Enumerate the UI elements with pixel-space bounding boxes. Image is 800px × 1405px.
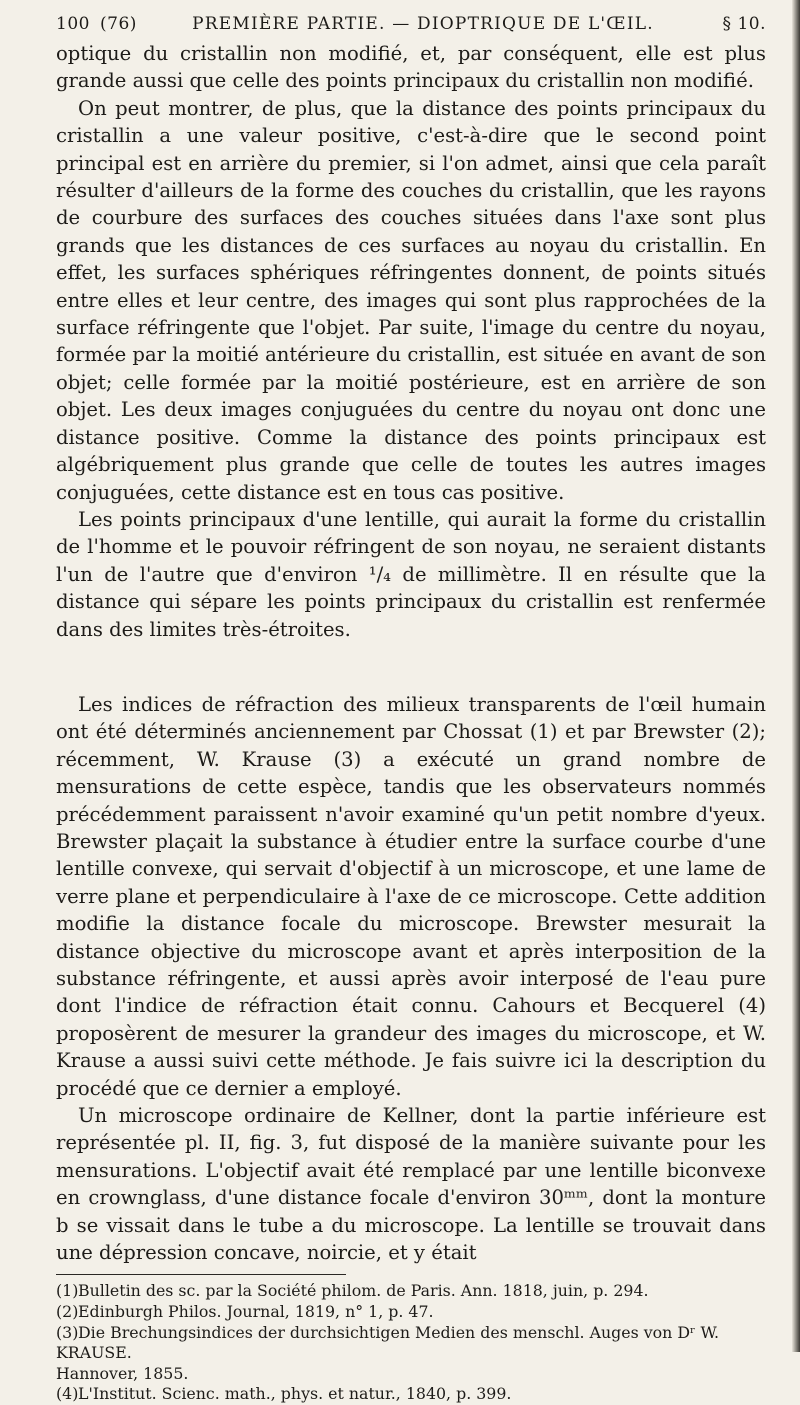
footnote [56,1281,766,1302]
footnote-text: Edinburgh Philos. Journal, 1819, n° 1, p. 47. [78,1302,434,1322]
footnote-text: L'Institut. Scienc. math., phys. et natur., 1840, p. 399. [78,1384,512,1404]
running-header [56,14,766,40]
footnote [56,1302,766,1323]
footnote-continuation: Hannover, 1855. [56,1363,189,1383]
footnote-number: (1) [56,1281,79,1301]
original-page-number: (76) [100,14,137,34]
footnote [56,1323,766,1385]
page-number: 100 [56,14,90,34]
paragraph: Les indices de réfraction des milieux transparents de l'œil humain ont été déterminés anciennement par Chossat (1) et par Brewster (2); récemment, W. Krause (3) a exécuté un grand nombre de mensurations de cette espèce, tandis que les observateurs nommés précédemment paraissent n'avoir examiné qu'un petit nombre d'yeux. Brewster plaçait la substance à étudier entre la surface courbe d'une lentille convexe, qui servait d'objectif à un microscope, et une lame de verre plane et perpendiculaire à l'axe de ce microscope. Cette addition modifie la distance focale du microscope. Brewster mesurait la distance objective du microscope avant et après interposition de la substance réfringente, et aussi après avoir interposé de l'eau pure dont l'indice de réfraction était connu. Cahours et Becquerel (4) proposèrent de mesurer la grandeur des images du microscope, et W. Krause a aussi suivi cette méthode. Je fais suivre ici la description du procédé que ce dernier a employé. [56,692,766,1100]
section-number: § 10. [722,14,766,34]
footnote-number: (4) [56,1384,79,1404]
footnote-text: Bulletin des sc. par la Société philom. de Paris. Ann. 1818, juin, p. 294. [78,1281,649,1301]
body-text [56,40,766,1266]
page-edge-shadow [792,0,800,1352]
footnote [56,1384,766,1405]
paragraph: Les points principaux d'une lentille, qui aurait la forme du cristallin de l'homme et le pouvoir réfringent de son noyau, ne seraient distants l'un de l'autre que d'environ ¹/₄ de millimètre. Il en résulte que la distance qui sépare les points principaux du cristallin est renfermée dans des limites très-étroites. [56,507,766,641]
paragraph: On peut montrer, de plus, que la distance des points principaux du cristallin a une valeur positive, c'est-à-dire que le second point principal est en arrière du premier, si l'on admet, ainsi que cela paraît résulter d'ailleurs de la forme des couches du cristallin, que les rayons de courbure des surfaces des couches situées dans l'axe sont plus grands que les distances de ces surfaces au noyau du cristallin. En effet, les surfaces sphériques réfringentes donnent, de points situés entre elles et leur centre, des images qui sont plus rapprochées de la surface réfringente que l'objet. Par suite, l'image du centre du noyau, formée par la moitié antérieure du cristallin, est située en avant de son objet; celle formée par la moitié postérieure, est en arrière de son objet. Les deux images conjuguées du centre du noyau ont donc une distance positive. Comme la distance des points principaux est algébriquement plus grande que celle de toutes les autres images conjuguées, cette distance est en tous cas positive. [56,96,766,504]
footnote-number: (2) [56,1302,79,1322]
running-title: PREMIÈRE PARTIE. — DIOPTRIQUE DE L'ŒIL. [192,14,654,34]
paragraph: optique du cristallin non modifié, et, par conséquent, elle est plus grande aussi que celle des points principaux du cristallin non modifié. [56,42,766,93]
footnote-text: Die Brechungsindices der durchsichtigen Medien des menschl. Auges von Dʳ W. KRAUSE. [56,1322,720,1363]
footnotes [56,1281,766,1405]
footnote-number: (3) [56,1322,79,1342]
paragraph: Un microscope ordinaire de Kellner, dont la partie inférieure est représentée pl. II, fig. 3, fut disposé de la manière suivante pour les mensurations. L'objectif avait été remplacé par une lentille biconvexe en crownglass, d'une distance focale d'environ 30ᵐᵐ, dont la monture b se vissait dans le tube a du microscope. La lentille se trouvait dans une dépression concave, noircie, et y était [56,1104,766,1265]
footnote-rule [56,1274,346,1275]
section-gap [56,643,766,691]
